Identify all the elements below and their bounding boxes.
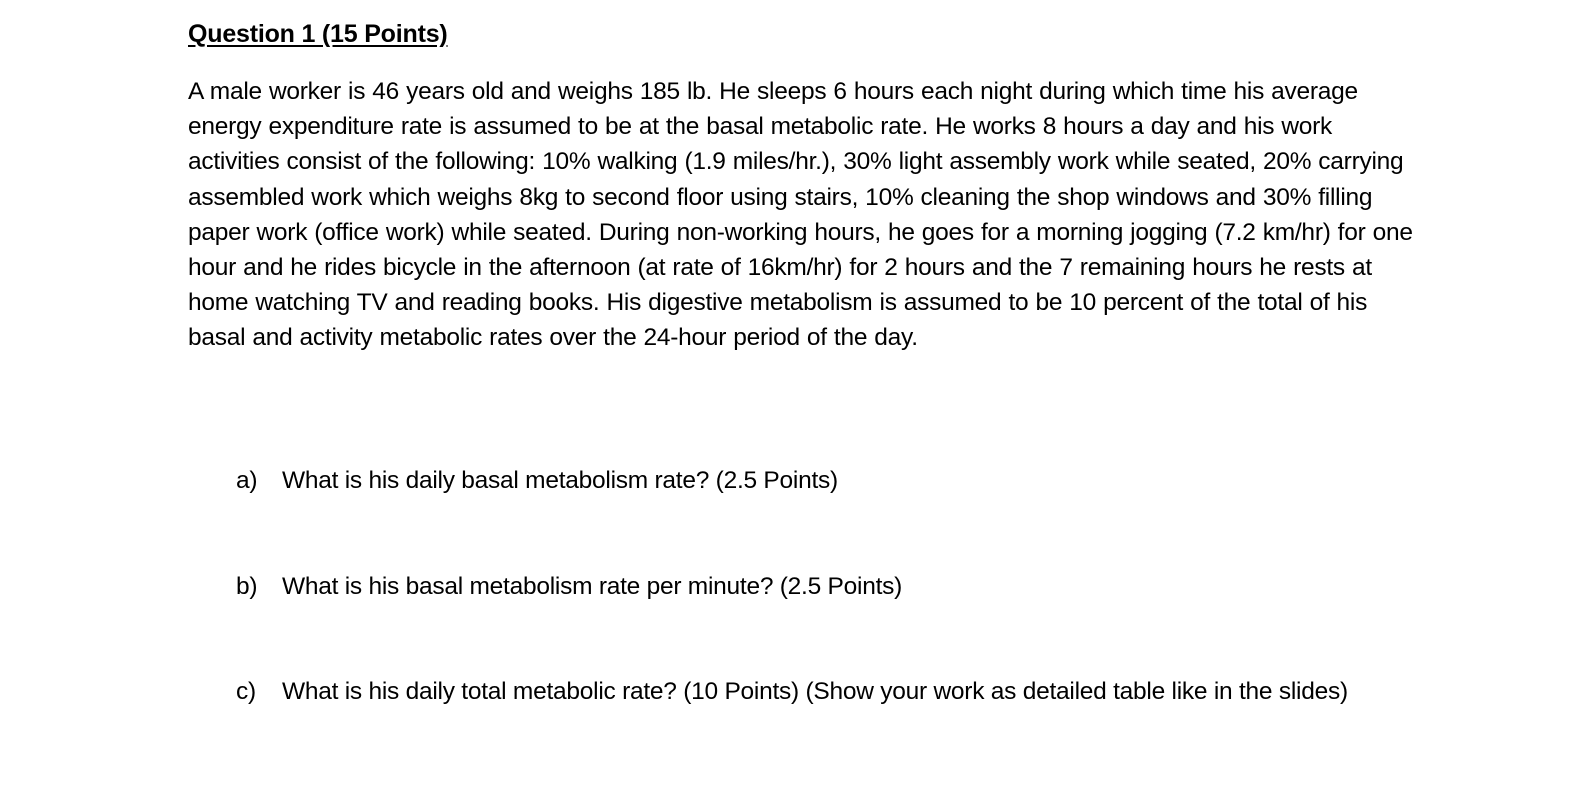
- sub-question-marker: c): [236, 678, 256, 705]
- sub-question-text: What is his basal metabolism rate per minute? (2.5 Points): [282, 573, 903, 600]
- sub-question-c: [236, 674, 1416, 709]
- problem-statement: A male worker is 46 years old and weighs 185 lb. He sleeps 6 hours each night during which time his average energy expenditure rate is assumed to be at the basal metabolic rate. He works 8 hours a day and his work activities consist of the following: 10% walking (1.9 miles/hr.), 30% light assembly work while seated, 20% carrying assembled work which weighs 8kg to second floor using stairs, 10% cleaning the shop windows and 30% filling paper work (office work) while seated. During non-working hours, he goes for a morning jogging (7.2 km/hr) for one hour and he rides bicycle in the afternoon (at rate of 16km/hr) for 2 hours and the 7 remaining hours he rests at home watching TV and reading books. His digestive metabolism is assumed to be 10 percent of the total of his basal and activity metabolic rates over the 24-hour period of the day.: [188, 78, 1413, 352]
- sub-question-marker: b): [236, 573, 258, 600]
- sub-question-marker: a): [236, 467, 258, 494]
- sub-question-text: What is his daily total metabolic rate? (10 Points) (Show your work as detailed table like in the slides): [282, 678, 1348, 705]
- sub-question-text: What is his daily basal metabolism rate? (2.5 Points): [282, 467, 838, 494]
- sub-question-a: [236, 463, 1416, 498]
- document-page: [188, 16, 1418, 705]
- question-title: Question 1 (15 Points): [188, 20, 448, 48]
- sub-question-b: [236, 569, 1416, 604]
